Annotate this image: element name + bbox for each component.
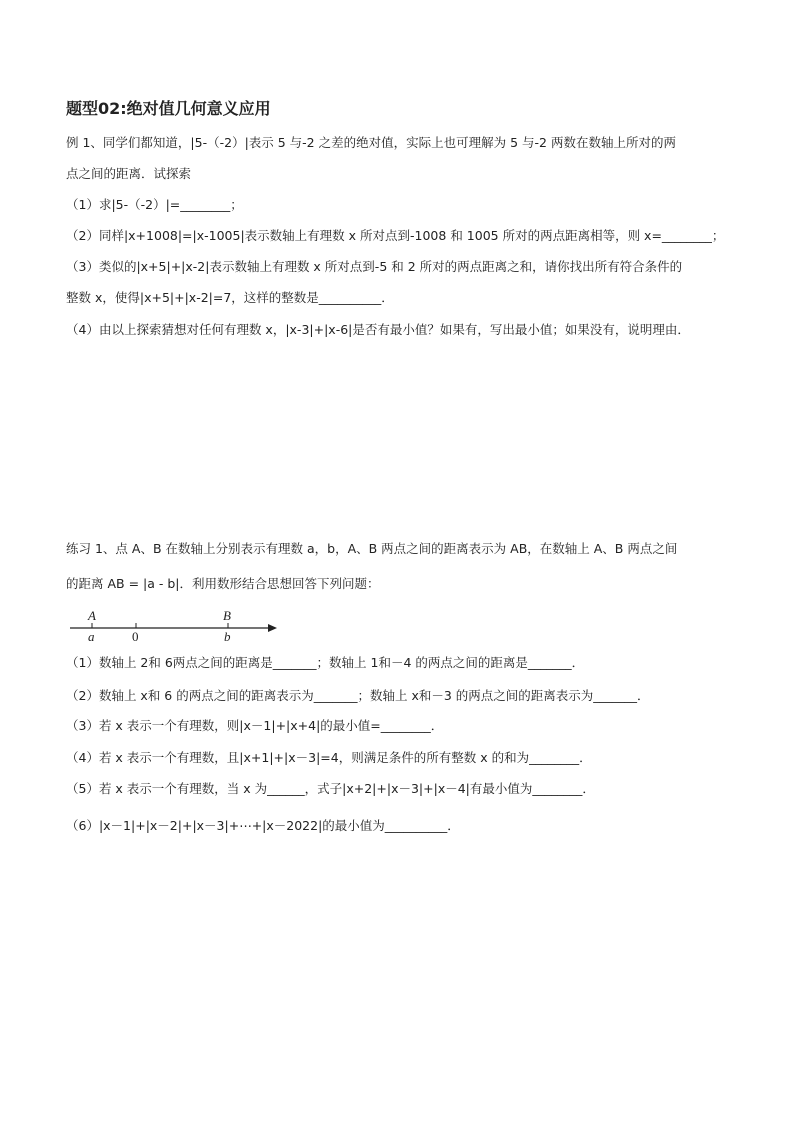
origin-label: 0 xyxy=(132,629,139,644)
section-title: 题型02:绝对值几何意义应用 xyxy=(66,99,271,118)
practice-question-6: （6）|x－1|+|x－2|+|x－3|+⋯+|x－2022|的最小值为__________． xyxy=(66,818,460,833)
practice-question-2: （2）数轴上 x和 6 的两点之间的距离表示为_______；数轴上 x和－3 的两点之间的距离表示为_______． xyxy=(66,688,650,703)
point-a-lower-label: a xyxy=(88,629,95,644)
practice-question-5: （5）若 x 表示一个有理数，当 x 为______，式子|x+2|+|x－3|+|x－4|有最小值为________． xyxy=(66,781,595,796)
point-a-upper-label: A xyxy=(88,608,96,623)
example-question-3-line-1: （3）类似的|x+5|+|x-2|表示数轴上有理数 x 所对点到-5 和 2 所对的两点距离之和，请你找出所有符合条件的 xyxy=(66,259,683,274)
example-question-1: （1）求|5-（-2）|=________； xyxy=(66,197,243,212)
example-question-2: （2）同样|x+1008|=|x-1005|表示数轴上有理数 x 所对点到-1008 和 1005 所对的两点距离相等，则 x=________； xyxy=(66,228,725,243)
practice-question-4: （4）若 x 表示一个有理数，且|x+1|+|x－3|=4，则满足条件的所有整数 x 的和为________． xyxy=(66,750,592,765)
point-b-lower-label: b xyxy=(224,629,231,644)
practice-question-1: （1）数轴上 2和 6两点之间的距离是_______；数轴上 1和－4 的两点之间的距离是_______． xyxy=(66,655,585,670)
practice-intro-line-1: 练习 1、点 A、B 在数轴上分别表示有理数 a，b，A、B 两点之间的距离表示为 AB，在数轴上 A、B 两点之间 xyxy=(66,541,678,556)
example-question-4: （4）由以上探索猜想对任何有理数 x，|x-3|+|x-6|是否有最小值？如果有，写出最小值；如果没有，说明理由． xyxy=(66,322,690,337)
example-intro-line-2: 点之间的距离．试探索 xyxy=(66,166,192,181)
example-intro-line-1: 例 1、同学们都知道，|5-（-2）|表示 5 与-2 之差的绝对值，实际上也可理解为 5 与-2 两数在数轴上所对的两 xyxy=(66,135,676,150)
practice-intro-line-2: 的距离 AB = |a - b|．利用数形结合思想回答下列问题： xyxy=(66,576,380,591)
example-question-3-line-2: 整数 x，使得|x+5|+|x-2|=7，这样的整数是__________． xyxy=(66,290,394,305)
point-b-upper-label: B xyxy=(223,608,231,623)
practice-question-3: （3）若 x 表示一个有理数，则|x－1|+|x+4|的最小值=________． xyxy=(66,718,444,733)
number-line-arrow xyxy=(268,624,277,632)
